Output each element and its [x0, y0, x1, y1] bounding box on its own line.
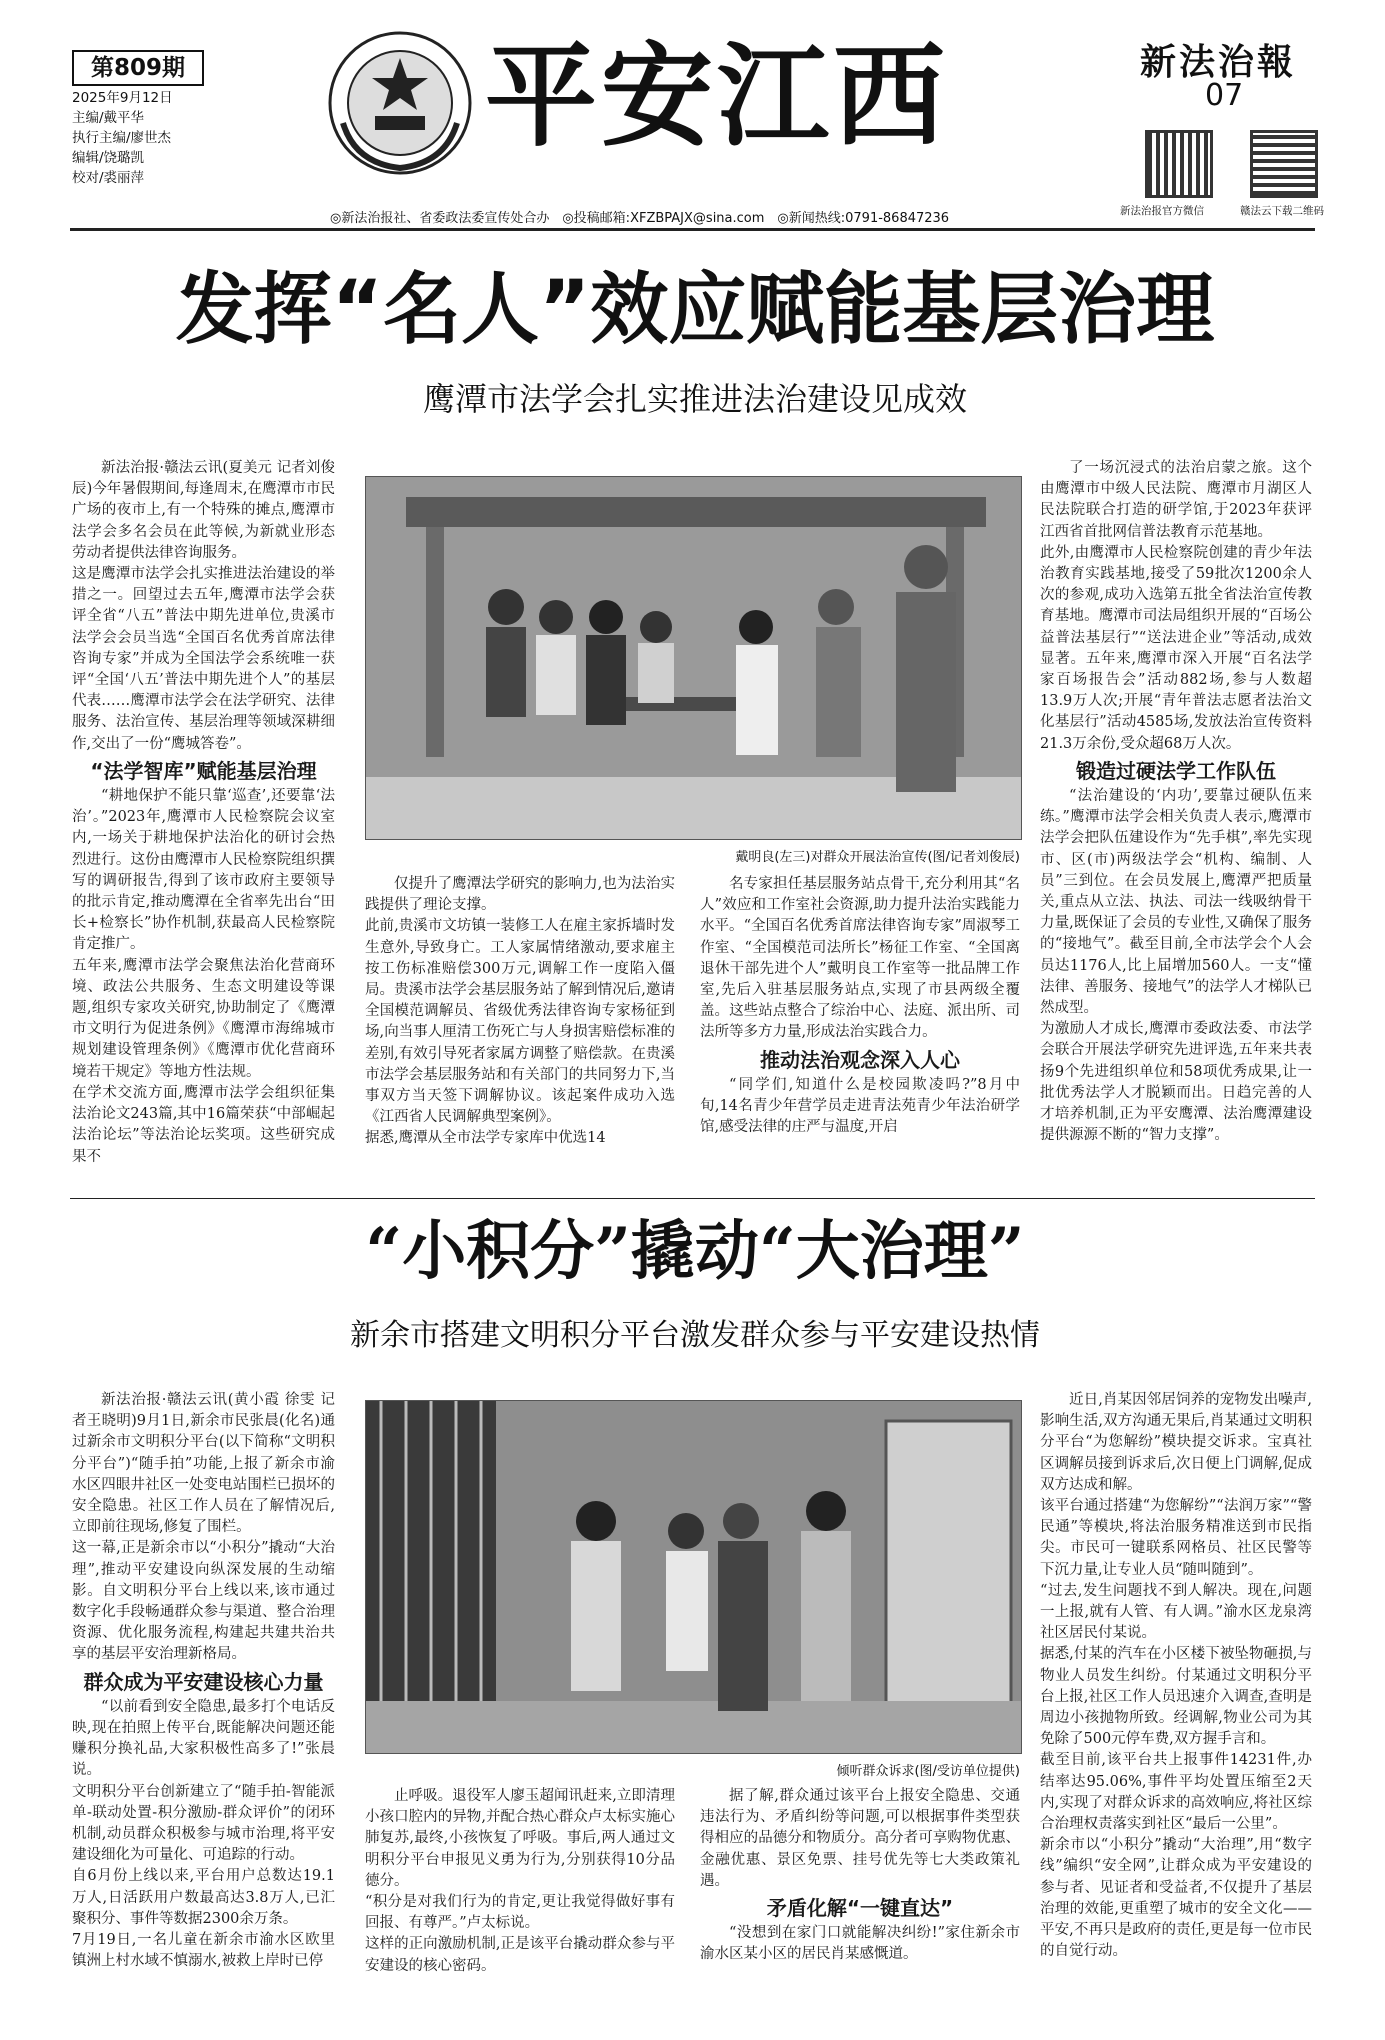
article2-col1-text: 新法治报·赣法云讯(黄小霞 徐雯 记者王晓明)9月1日,新余市民张晨(化名)通过新余市文明积分平台(以下简称“文明积分平台”)“随手拍”功能,上报了新余市渝水区四眼井社区一处变电站围栏已损坏的安全隐患。社区工作人员在了解情况后,立即前往现场,修复了围栏。 这一幕,正是新余市以“小积分”撬动“大治理”,推动平安建设向纵深发展的生动缩影。自文明积分平台上线以来,该市通过数字化手段畅通群众参与渠道、整合治理资源、优化服务流程,构建起共建共治共享的基层平安治理新格局。 — [72, 1392, 335, 1663]
qr1-label: 新法治报官方微信 — [1120, 205, 1204, 217]
article2-col3b-text: “没想到在家门口就能解决纠纷!”家住新余市渝水区某小区的居民肖某感慨道。 — [700, 1925, 1020, 1963]
article1-col2-text: 仅提升了鹰潭法学研究的影响力,也为法治实践提供了理论支撑。 此前,贵溪市文坊镇一装修工人在雇主家拆墙时发生意外,导致身亡。工人家属情绪激动,要求雇主按工伤标准赔偿300万元,调解工作一度陷入僵局。贵溪市法学会基层服务站了解到情况后,邀请全国模范调解员、省级优秀法律咨询专家杨征到场,向当事人厘清工伤死亡与人身损害赔偿标准的差别,有效引导死者家属方调整了赔偿款。在贵溪市法学会基层服务站和有关部门的共同努力下,当事双方当天签下调解协议。该起案件成功入选《江西省人民调解典型案例》。 据悉,鹰潭从全市法学专家库中优选14 — [365, 876, 675, 1147]
article2-col2-text: 止呼吸。退役军人廖玉超闻讯赶来,立即清理小孩口腔内的异物,并配合热心群众卢太标实施心肺复苏,最终,小孩恢复了呼吸。事后,两人通过文明积分平台申报见义勇为行为,分别获得10分品德分。 “积分是对我们行为的肯定,更让我觉得做好事有回报、有尊严。”卢太标说。 这样的正向激励机制,正是该平台撬动群众参与平安建设的核心密码。 — [365, 1788, 675, 1974]
issue-badge: 第809期 — [72, 50, 204, 86]
article1-headline: 发挥“名人”效应赋能基层治理 — [175, 265, 1215, 355]
masthead-rule — [70, 228, 1315, 231]
article1-col1b-text: “耕地保护不能只靠‘巡查’,还要靠‘法治’。”2023年,鹰潭市人民检察院会议室内,一场关于耕地保护法治化的研讨会热烈进行。这份由鹰潭市人民检察院组织撰写的调研报告,得到了该市政府主要领导的批示肯定,推动鹰潭在全省率先出台“田长+检察长”协作机制,获最高人民检察院肯定推广。 五年来,鹰潭市法学会聚焦法治化营商环境、政法公共服务、生态文明建设等课题,组织专家攻关研究,协助制定了《鹰潭市文明行为促进条例》《鹰潭市海绵城市规划建设管理条例》《鹰潭市优化营商环境若干规定》等地方性法规。 在学术交流方面,鹰潭市法学会组织征集法治论文243篇,其中16篇荣获“中部崛起法治论坛”等法治论坛奖项。这些研究成果不 — [72, 788, 335, 1165]
article1-col3b-text: “同学们,知道什么是校园欺凌吗?”8月中旬,14名青少年营学员走进青法苑青少年法治研学馆,感受法律的庄严与温度,开启 — [700, 1076, 1020, 1136]
contact-info-line: ◎新法治报社、省委政法委宣传处合办 ◎投稿邮箱:XFZBPAJX@sina.com ◎新闻热线:0791-86847236 — [330, 211, 950, 226]
paper-name: 新法治報 — [1140, 41, 1297, 83]
article1-col3-text: 名专家担任基层服务站点骨干,充分利用其“名人”效应和工作室社会资源,助力提升法治实践能力水平。“全国百名优秀首席法律咨询专家”周淑琴工作室、“全国模范司法所长”杨征工作室、“全国离退休干部先进个人”戴明良工作室等一批品牌工作室,先后入驻基层服务站点,实现了市县两级全覆盖。这些站点整合了综治中心、法庭、派出所、司法所等多方力量,形成法治实践合力。 — [700, 876, 1020, 1041]
article2-col3 — [700, 1786, 1020, 2031]
article2-col1 — [72, 1390, 335, 2030]
article2-col2 — [365, 1786, 675, 2031]
article2-col4-text: 近日,肖某因邻居饲养的宠物发出噪声,影响生活,双方沟通无果后,肖某通过文明积分平台“为您解纷”模块提交诉求。宝真社区调解员接到诉求后,次日便上门调解,促成双方达成和解。 该平台通过搭建“为您解纷”“法润万家”“警民通”等模块,将法治服务精准送到市民指尖。市民可一键联系网格员、社区民警等下沉力量,让专业人员“随叫随到”。 “过去,发生问题找不到人解决。现在,问题一上报,就有人管、有人调。”渝水区龙泉湾社区居民付某说。 据悉,付某的汽车在小区楼下被坠物砸损,与物业人员发生纠纷。付某通过文明积分平台上报,社区工作人员迅速介入调查,查明是周边小孩抛物所致。经调解,物业公司为其免除了500元停车费,双方握手言和。 截至目前,该平台共上报事件14231件,办结率达95.06%,事件平均处置压缩至2天内,实现了对群众诉求的高效响应,将社区综合治理权责落实到社区“最后一公里”。 新余市以“小积分”撬动“大治理”,用“数字线”编织“安全网”,让群众成为平安建设的参与者、见证者和受益者,不仅提升了基层治理的效能,更重塑了城市的安全文化——平安,不再只是政府的责任,更是每一位市民的自觉行动。 — [1040, 1392, 1312, 1960]
masthead — [0, 0, 1385, 225]
wechat-qr-icon — [1145, 130, 1213, 198]
page-number: 07 — [1205, 78, 1244, 113]
editor: 编辑/饶璐凯 — [72, 150, 145, 166]
article2-photo — [365, 1400, 1022, 1754]
app-qr-icon — [1250, 130, 1318, 198]
article1-photo — [365, 476, 1022, 840]
article-divider — [70, 1198, 1315, 1199]
article1-col3-subhead: 推动法治观念深入人心 — [760, 1047, 960, 1072]
article2-col3-subhead: 矛盾化解“一键直达” — [766, 1896, 954, 1921]
proofreader: 校对/裘丽萍 — [72, 170, 145, 186]
article1-col4b-text: “法治建设的‘内功’,要靠过硬队伍来练。”鹰潭市法学会相关负责人表示,鹰潭市法学会把队伍建设作为“先手棋”,率先实现市、区(市)两级法学会“机构、编制、人员”三到位。在会员发展上,鹰潭严把质量关,重点从立法、执法、司法一线吸纳骨干力量,既保证了会员的专业性,又确保了服务的“接地气”。截至目前,全市法学会个人会员达1176人,比上届增加560人。一支“懂法律、善服务、接地气”的法学人才梯队已然成型。 为激励人才成长,鹰潭市委政法委、市法学会联合开展法学研究先进评选,五年来共表扬9个先进组织单位和58项优秀成果,让一批优秀法学人才脱颖而出。日趋完善的人才培养机制,正为平安鹰潭、法治鹰潭建设提供源源不断的“智力支撑”。 — [1040, 788, 1312, 1144]
article1-col3 — [700, 874, 1020, 1194]
article1-col2 — [365, 874, 675, 1194]
article2-photo-caption: 倾听群众诉求(图/受访单位提供) — [836, 1764, 1020, 1779]
exec-editor: 执行主编/廖世杰 — [72, 130, 172, 146]
article1-col1 — [72, 458, 335, 1178]
masthead-title: 平安江西 — [485, 31, 949, 162]
article1-col1-text: 新法治报·赣法云讯(夏美元 记者刘俊辰)今年暑假期间,每逢周末,在鹰潭市市民广场的夜市上,有一个特殊的摊点,鹰潭市法学会多名会员在此等候,为新就业形态劳动者提供法律咨询服务。 这是鹰潭市法学会扎实推进法治建设的举措之一。回望过去五年,鹰潭市法学会获评全省“八五”普法中期先进单位,贵溪市法学会会员当选“全国百名优秀首席法律咨询专家”并成为全国法学会系统唯一获评“全国‘八五’普法中期先进个人”的基层代表……鹰潭市法学会在法学研究、法律服务、法治宣传、基层治理等领域深耕细作,交出了一份“鹰城答卷”。 — [72, 460, 335, 752]
article1-col4-text: 了一场沉浸式的法治启蒙之旅。这个由鹰潭市中级人民法院、鹰潭市月湖区人民法院联合打造的研学馆,于2023年获评江西省首批网信普法教育示范基地。 此外,由鹰潭市人民检察院创建的青少年法治教育实践基地,接受了59批次1200余人次的参观,成功入选第五批全省法治宣传教育基地。鹰潭市司法局组织开展的“百场公益普法基层行”“送法进企业”等活动,成效显著。五年来,鹰潭市深入开展“百名法学家百场报告会”活动882场,参与人数超13.9万人次;开展“青年普法志愿者法治文化基层行”活动4585场,发放法治宣传资料21.3万余份,受众超68万人次。 — [1040, 460, 1312, 752]
police-emblem-icon — [325, 28, 475, 178]
qr2-label: 赣法云下载二维码 — [1240, 205, 1324, 217]
article1-col4 — [1040, 458, 1312, 1178]
article1-col1-subhead: “法学智库”赋能基层治理 — [90, 758, 317, 783]
editor-in-chief: 主编/戴平华 — [72, 110, 145, 126]
article1-photo-caption: 戴明良(左三)对群众开展法治宣传(图/记者刘俊辰) — [735, 850, 1020, 865]
article2-headline: “小积分”撬动“大治理” — [365, 1214, 1025, 1289]
article2-subheadline: 新余市搭建文明积分平台激发群众参与平安建设热情 — [350, 1318, 1040, 1353]
article1-subheadline: 鹰潭市法学会扎实推进法治建设见成效 — [422, 380, 967, 418]
article2-col1-subhead: 群众成为平安建设核心力量 — [83, 1669, 324, 1694]
issue-meta — [72, 88, 222, 188]
article2-col4 — [1040, 1390, 1312, 2030]
issue-date: 2025年9月12日 — [72, 90, 173, 106]
article2-col3-text: 据了解,群众通过该平台上报安全隐患、交通违法行为、矛盾纠纷等问题,可以根据事件类型获得相应的品德分和物质分。高分者可享购物优惠、金融优惠、景区免票、挂号优先等七大类政策礼遇。 — [700, 1788, 1020, 1889]
article2-col1b-text: “以前看到安全隐患,最多打个电话反映,现在拍照上传平台,既能解决问题还能赚积分换礼品,大家积极性高多了!”张晨说。 文明积分平台创新建立了“随手拍-智能派单-联动处置-积分激励-群众评价”的闭环机制,动员群众积极参与城市治理,将平安建设细化为可量化、可追踪的行动。 自6月份上线以来,平台用户总数达19.1万人,日活跃用户数最高达3.8万人,已汇聚积分、事件等数据2300余万条。 7月19日,一名儿童在新余市渝水区欧里镇洲上村水域不慎溺水,被救上岸时已停 — [72, 1698, 335, 1970]
article1-col4-subhead: 锻造过硬法学工作队伍 — [1076, 758, 1276, 783]
